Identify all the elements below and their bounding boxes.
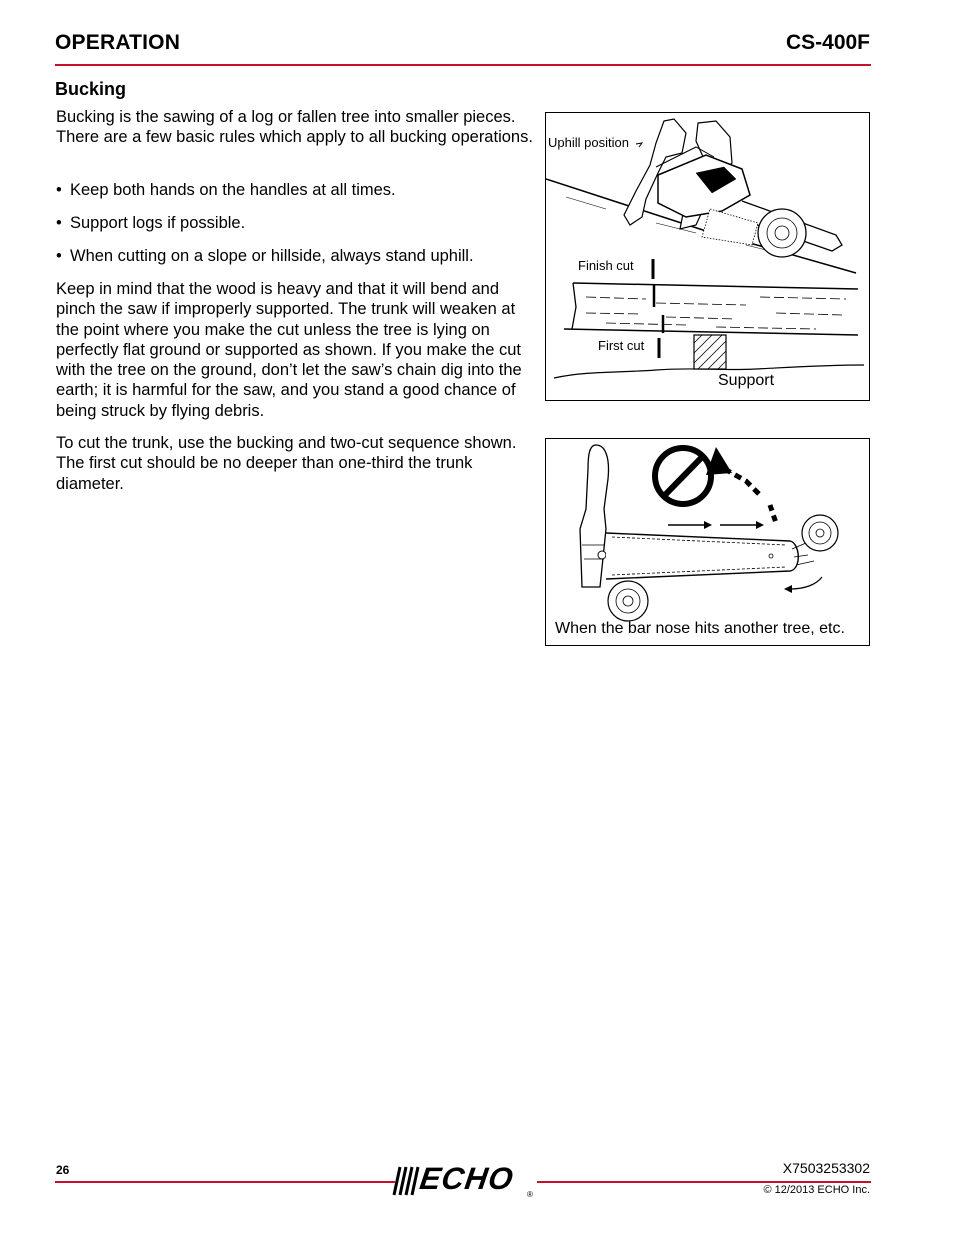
bullet-icon: • [56,247,62,265]
cut-sequence-paragraph: To cut the trunk, use the bucking and two-cut sequence shown. The first cut should be no deeper than one-third the trunk diameter. [56,434,517,493]
support-label: Support [718,372,775,389]
prohibition-icon [655,448,711,504]
document-code: X7503253302 [782,1160,870,1176]
footer-rule-left [55,1181,395,1183]
bullet-icon: • [56,214,62,232]
kickback-caption: When the bar nose hits another tree, etc. [555,620,845,637]
page-number: 26 [56,1163,70,1177]
registered-mark: ® [527,1190,533,1199]
bucking-figure [545,112,870,401]
kickback-illustration [546,439,871,647]
echo-logo: ECHO [417,1161,517,1196]
kickback-figure [545,438,870,646]
bullet-item: • When cutting on a slope or hillside, always stand uphill. [56,247,474,265]
first-cut-label: First cut [598,338,645,353]
copyright: © 12/2013 ECHO Inc. [763,1184,870,1196]
bullet-item: • Keep both hands on the handles at all times. [56,181,396,199]
intro-paragraph: Bucking is the sawing of a log or fallen tree into smaller pieces. There are a few basic rules which apply to all bucking operations. [56,108,533,147]
uphill-position-label: Uphill position [548,135,629,150]
section-title: OPERATION [55,31,181,54]
model-number: CS-400F [785,31,870,54]
bucking-heading: Bucking [55,79,127,99]
header-rule [55,64,871,66]
footer-rule-right [537,1181,871,1183]
bullet-icon: • [56,181,62,199]
support-paragraph: Keep in mind that the wood is heavy and that it will bend and pinch the saw if improperly supported. The trunk will weaken at the point where you make the cut unless the tree is lying on perfectly flat ground or supported as shown. If you make the cut with the tree on the ground, don’t let the saw’s chain dig into the earth; it is harmful for the saw, and you stand a good chance of being struck by flying debris. [56,280,522,420]
bullet-item: • Support logs if possible. [56,214,246,232]
finish-cut-label: Finish cut [578,258,634,273]
